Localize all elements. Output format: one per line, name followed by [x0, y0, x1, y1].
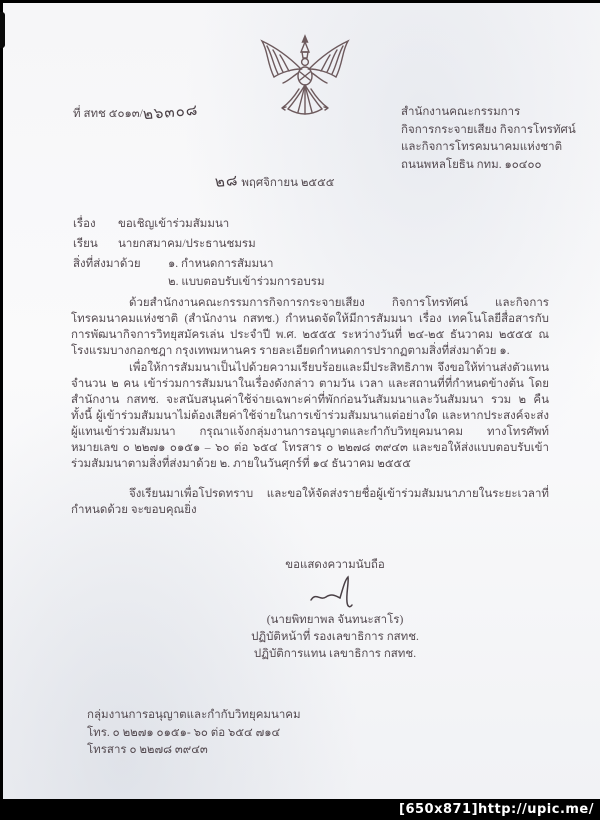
org-line-4: ถนนพหลโยธิน กทม. ๑๐๔๐๐: [401, 158, 542, 171]
signer-title-2: ปฏิบัติการแทน เลขาธิการ กสทช.: [253, 648, 417, 660]
salutation: ขอแสดงความนับถือ: [285, 559, 385, 571]
recipient-row: [73, 236, 256, 252]
body-paragraph-1: ด้วยสำนักงานคณะกรรมการกิจการกระจายเสียง กิจการโทรทัศน์ และกิจการโทรคมนาคมแห่งชาติ (สำนักงาน กสทช.) กำหนดจัดให้มีการสัมมนา เรื่อง เทคโนโลยีสื่อสารกับการพัฒนากิจการวิทยุสมัครเล่น ประจำปี พ.ศ. ๒๕๕๕ ระหว่างวันที่ ๒๔-๒๕ ธันวาคม ๒๕๕๕ ณ โรงแรมบางกอกชฎา กรุงเทพมหานคร รายละเอียดกำหนดการปรากฏตามสิ่งที่ส่งมาด้วย ๑.: [71, 297, 549, 357]
date-day-handwritten: ๒๘: [214, 173, 240, 191]
signer-title-1: ปฏิบัติหน้าที่ รองเลขาธิการ กสทช.: [251, 631, 419, 643]
subject-text: ขอเชิญเข้าร่วมสัมมนา: [118, 218, 230, 230]
attachment-item-2: ๒. แบบตอบรับเข้าร่วมการอบรม: [168, 276, 325, 288]
watermark-text: [650x871]http://upic.me/: [399, 802, 594, 817]
org-line-1: สำนักงานคณะกรรมการ: [401, 106, 521, 118]
reference-number-handwritten: ๒๖๓๐๘: [142, 102, 199, 124]
footer-fax: โทรสาร ๐ ๒๒๗๘ ๓๙๔๓: [87, 744, 208, 756]
attachment-item-1: ๑. กำหนดการสัมมนา: [168, 258, 274, 270]
footer-tel: โทร. ๐ ๒๒๗๑ ๐๑๕๑- ๖๐ ต่อ ๖๕๔ ๗๑๔: [87, 726, 281, 739]
closing-paragraph: จึงเรียนมาเพื่อโปรดทราบ และขอให้จัดส่งรายชื่อผู้เข้าร่วมสัมมนาภายในระยะเวลาที่กำหนดด้วย จะขอบคุณยิ่ง: [71, 488, 549, 516]
signature-area: [225, 574, 445, 612]
reference-number: [73, 102, 199, 124]
reference-number-printed: ที่ สทช ๕๐๑๓/: [73, 108, 143, 120]
letter-page: [3, 3, 600, 799]
attachments-row: [73, 256, 273, 272]
recipient-text: นายกสมาคม/ประธานชมรม: [118, 238, 256, 250]
date-line: [215, 175, 335, 191]
scan-edge-mark: [0, 12, 5, 48]
garuda-emblem-icon: [255, 33, 355, 137]
subject-label: เรื่อง: [73, 218, 96, 230]
footer-contact-block: [87, 707, 301, 760]
org-line-3: และกิจการโทรคมนาคมแห่งชาติ: [401, 141, 563, 153]
watermark-bar: [0, 799, 600, 820]
attachments-label: สิ่งที่ส่งมาด้วย: [73, 258, 141, 270]
signer-name: (นายพิทยาพล จันทนะสาโร): [266, 614, 404, 626]
body-paragraph-2: เพื่อให้การสัมมนาเป็นไปด้วยความเรียบร้อยและมีประสิทธิภาพ จึงขอให้ท่านส่งตัวแทนจำนวน ๒ คน เข้าร่วมการสัมมนาในเรื่องดังกล่าว ตามวัน เวลา และสถานที่ที่กำหนดข้างต้น โดยสำนักงาน กสทช. จะสนับสนุนค่าใช้จ่ายเฉพาะค่าที่พักก่อนวันสัมมนาและวันสัมมนา รวม ๒ คืน ทั้งนี้ ผู้เข้าร่วมสัมมนาไม่ต้องเสียค่าใช้จ่ายในการเข้าร่วมสัมมนาแต่อย่างใด และหากประสงค์จะส่งผู้แทนเข้าร่วมสัมมนา กรุณาแจ้งกลุ่มงานการอนุญาตและกำกับวิทยุคมนาคม ทางโทรศัพท์หมายเลข ๐ ๒๒๗๑ ๐๑๕๑ – ๖๐ ต่อ ๖๕๔ โทรสาร ๐ ๒๒๗๘ ๓๙๔๓ และขอให้ส่งแบบตอบรับเข้าร่วมสัมมนาตามสิ่งที่ส่งมาด้วย ๒. ภายในวันศุกร์ที่ ๑๔ ธันวาคม ๒๕๕๕: [71, 362, 549, 470]
handwritten-signature: [307, 574, 367, 612]
signature-block: [225, 557, 445, 663]
date-month-year: พฤศจิกายน ๒๕๕๕: [241, 177, 335, 189]
recipient-label: เรียน: [73, 238, 98, 250]
org-line-2: กิจการกระจายเสียง กิจการโทรทัศน์: [401, 123, 576, 136]
org-address-block: [401, 104, 576, 174]
footer-unit: กลุ่มงานการอนุญาตและกำกับวิทยุคมนาคม: [87, 709, 301, 721]
subject-row: [73, 216, 229, 232]
